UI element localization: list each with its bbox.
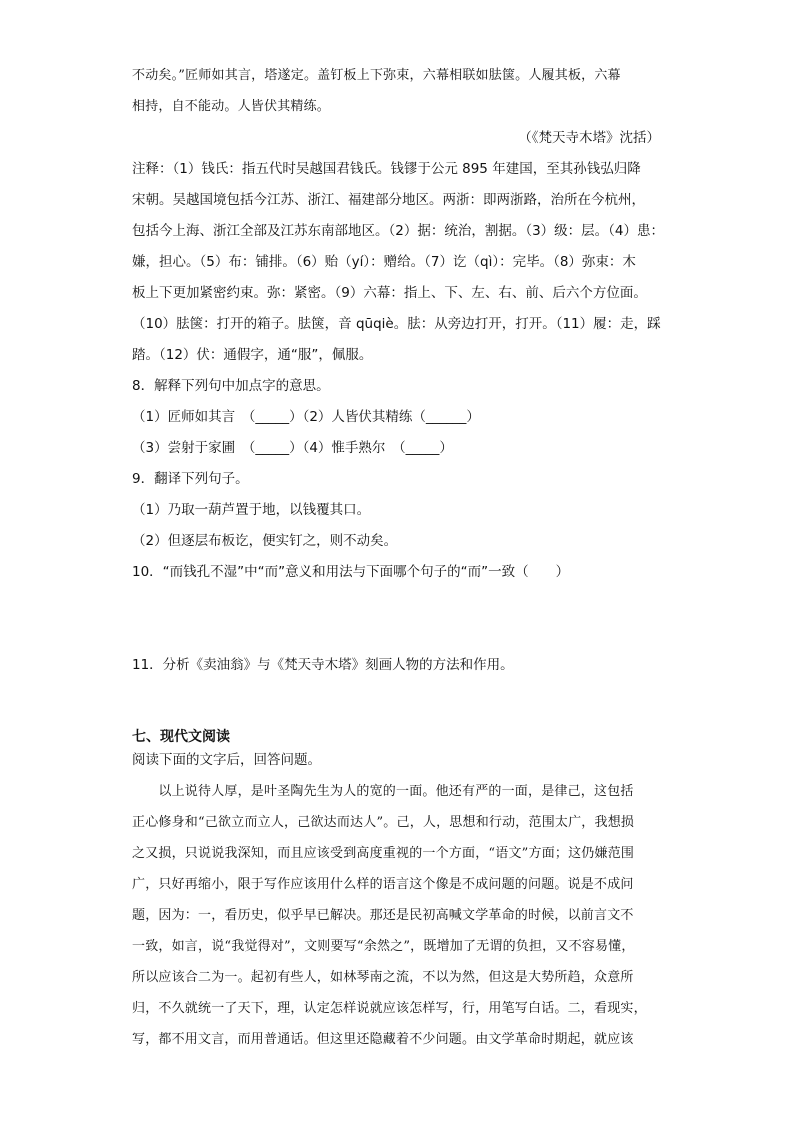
article-line: 归，不久就统一了天下，理，认定怎样说就应该怎样写，行，用笔写白话。二，看现实， <box>132 1001 647 1016</box>
question-8: 8．解释下列句中加点字的意思。 <box>132 378 330 394</box>
article-line: 所以应该合二为一。起初有些人，如林琴南之流，不以为然，但这是大势所趋，众意所 <box>132 970 634 985</box>
article-line: 正心修身和“己欲立而立人，己欲达而达人”。己，人，思想和行动，范围太广，我想损 <box>132 815 635 830</box>
article-line: 写，都不用文言，而用普通话。但这里还隐藏着不少问题。由文学革命时期起，就应该 <box>132 1032 634 1047</box>
question-10: 10．“而钱孔不湿”中“而”意义和用法与下面哪个句子的“而”一致（ ） <box>132 564 570 580</box>
note-line: 包括今上海、浙江全部及江苏东南部地区。（2）据：统治，割据。（3）级：层。（4）患： <box>132 223 665 239</box>
section-heading: 七、现代文阅读 <box>132 729 230 745</box>
note-line: 嫌，担心。（5）布：铺排。（6）贻（yí）：赠给。（7）讫（qì）：完毕。（8）弥束：木 <box>132 254 636 270</box>
article-line: 题，因为：一，看历史，似乎早已解决。那还是民初高喊文学革命的时候，以前言文不 <box>132 908 634 923</box>
question-8-row-2: （3）尝射于家圃 （_____）（4）惟手熟尔 （_____） <box>132 440 453 456</box>
note-line: 板上下更加紧密约束。弥：紧密。（9）六幕：指上、下、左、右、前、后六个方位面。 <box>132 285 647 301</box>
article-line: 以上说待人厚，是叶圣陶先生为人的宽的一面。他还有严的一面，是律己，这包括 <box>132 784 634 799</box>
article-line: 之又损，只说说我深知，而且应该受到高度重视的一个方面，“语文”方面；这仍嫌范围 <box>132 846 635 861</box>
question-8-row-1: （1）匠师如其言 （_____）（2）人皆伏其精练（______） <box>132 409 480 425</box>
note-line: 踏。（12）伏：通假字，通“服”，佩服。 <box>132 347 373 363</box>
passage-line: 不动矣。”匠师如其言，塔遂定。盖钉板上下弥束，六幕相联如胠箧。人履其板，六幕 <box>132 68 621 83</box>
note-line: 宋朝。吴越国境包括今江苏、浙江、福建部分地区。两浙：即两浙路，治所在今杭州， <box>132 192 645 208</box>
question-9: 9．翻译下列句子。 <box>132 471 249 487</box>
article-line: 一致，如言，说“我觉得对”，文则要写“余然之”，既增加了无谓的负担，又不容易懂， <box>132 939 635 954</box>
question-9-item-1: （1）乃取一葫芦置于地，以钱覆其口。 <box>132 502 371 518</box>
article-line: 广，只好再缩小，限于写作应该用什么样的语言这个像是不成问题的问题。说是不成问 <box>132 877 634 892</box>
note-line: （10）胠箧：打开的箱子。胠箧，音 qūqiè。胠：从旁边打开，打开。（11）履：走，踩 <box>132 316 661 332</box>
passage-line: 相持，自不能动。人皆伏其精练。 <box>132 99 331 114</box>
note-line: 注释：（1）钱氏：指五代时吴越国君钱氏。钱镠于公元 895 年建国，至其孙钱弘归降 <box>132 161 641 177</box>
question-9-item-2: （2）但逐层布板讫，便实钉之，则不动矣。 <box>132 533 398 549</box>
section-instruction: 阅读下面的文字后，回答问题。 <box>132 752 321 768</box>
passage-source: （《梵天寺木塔》沈括） <box>518 130 660 146</box>
question-11: 11．分析《卖油翁》与《梵天寺木塔》刻画人物的方法和作用。 <box>132 657 514 673</box>
